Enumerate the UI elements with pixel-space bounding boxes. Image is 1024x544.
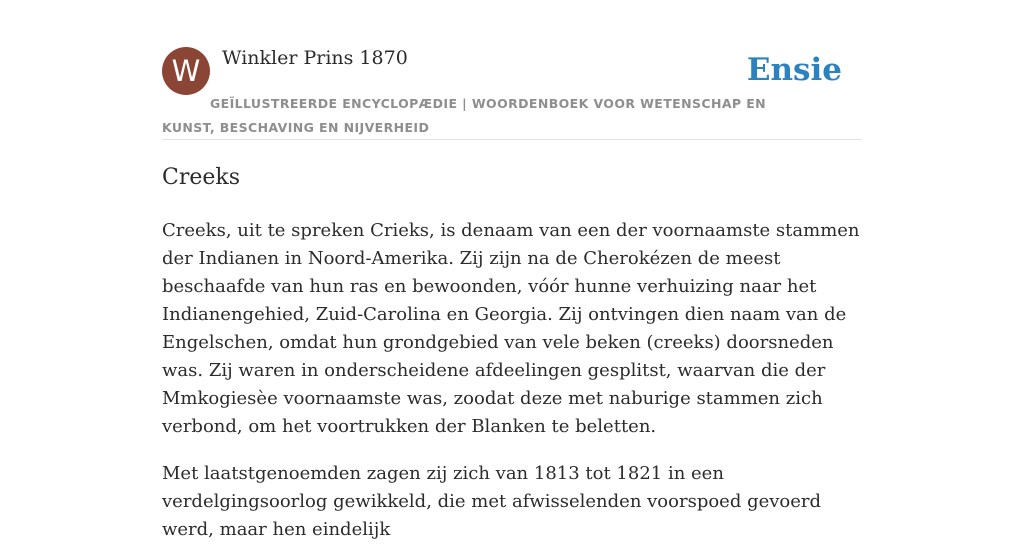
ensie-logo-link[interactable]: Ensie [746,52,842,88]
source-title-link[interactable]: Winkler Prins 1870 [222,47,408,69]
article-paragraph: Met laatstgenoemden zagen zij zich van 1813 tot 1821 in een verdelgingsoorlog gewikkeld, die met afwisselenden voorspoed gevoerd werd, maar hen eindelijk [162,463,822,540]
source-avatar[interactable]: W [162,47,210,95]
article [162,162,862,544]
source-header [162,46,862,140]
article-paragraph: Creeks, uit te spreken Crieks, is denaam van een der voornaamste stammen der Indianen in Noord-Amerika. Zij zijn na de Cherokézen de meest beschaafde van hun ras en bewoonden, vóór hunne verhuizing naar het Indianengehied, Zuid-Carolina en Georgia. Zij ontvingen dien naam van de Engelschen, omdat hun grondgebied van vele beken (creeks) doorsneden was. Zij waren in onderscheidene afdeelingen gesplitst, waarvan die der Mmkogiesèe voornaamste was, zoodat deze met naburige stammen zich verbond, om het voortrukken der Blanken te beletten. [162,220,860,437]
article-title: Creeks [162,165,241,190]
source-subtitle: GEÏLLUSTREERDE ENCYCLOPÆDIE | WOORDENBOEK VOOR WETENSCHAP EN KUNST, BESCHAVING EN NIJVERHEID [162,96,767,135]
